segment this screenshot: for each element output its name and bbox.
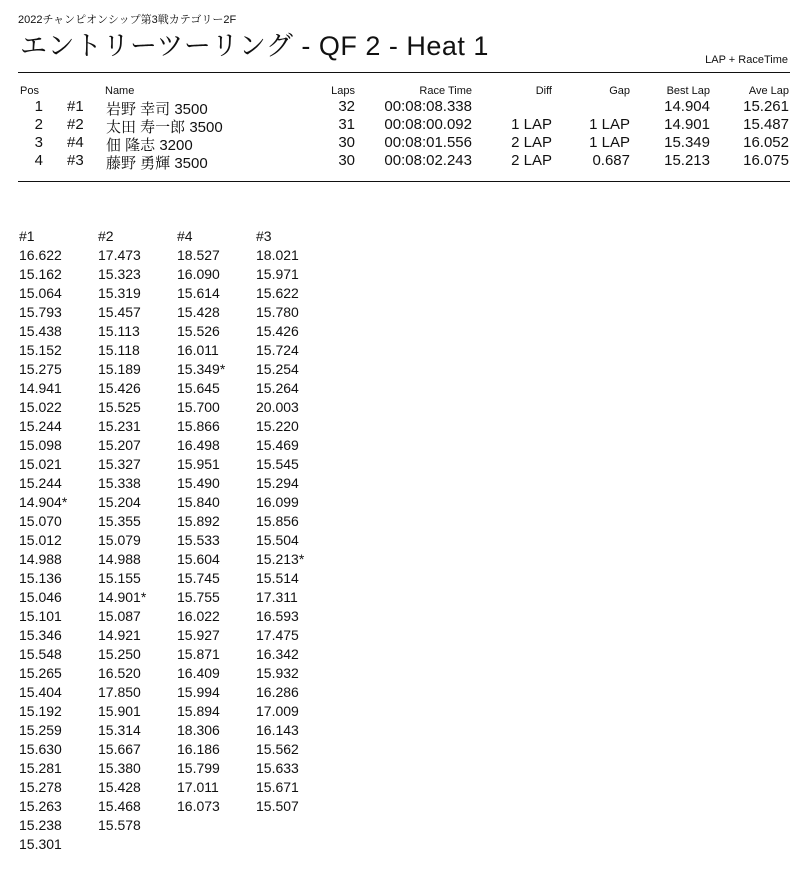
lap-time: 16.286: [256, 684, 299, 700]
lap-time: 15.314: [98, 722, 141, 738]
lap-time: 15.951: [177, 456, 220, 472]
lap-time: 15.064: [19, 285, 62, 301]
lap-time: 16.143: [256, 722, 299, 738]
col-header-best-lap: Best Lap: [666, 85, 710, 97]
lap-column: [177, 246, 225, 816]
lap-time: 15.892: [177, 513, 220, 529]
lap-time: 15.244: [19, 418, 62, 434]
lap-time: 15.526: [177, 323, 220, 339]
col-header-ave-lap: Ave Lap: [748, 85, 789, 97]
lap-time: 15.404: [19, 684, 62, 700]
result-ave-lap: 15.261: [743, 98, 789, 115]
results-bottom-rule: [18, 181, 790, 182]
lap-time: 15.971: [256, 266, 299, 282]
lap-time: 15.545: [256, 456, 299, 472]
result-best-lap: 14.904: [664, 98, 710, 115]
result-gap: 1 LAP: [589, 134, 630, 151]
lap-time: 15.281: [19, 760, 62, 776]
lap-time: 15.220: [256, 418, 299, 434]
lap-time: 15.189: [98, 361, 141, 377]
event-name: 2022チャンピオンシップ第3戦カテゴリー2F: [18, 14, 237, 26]
result-gap: 1 LAP: [589, 116, 630, 133]
lap-time: 18.527: [177, 247, 220, 263]
result-laps: 30: [338, 134, 355, 151]
lap-time: 15.301: [19, 836, 62, 852]
lap-column-header: #4: [177, 228, 193, 244]
lap-time: 15.098: [19, 437, 62, 453]
lap-time: 15.514: [256, 570, 299, 586]
lap-time: 15.204: [98, 494, 141, 510]
lap-column-header: #2: [98, 228, 114, 244]
result-number: #3: [67, 152, 84, 169]
lap-time: 15.259: [19, 722, 62, 738]
lap-time: 15.380: [98, 760, 141, 776]
col-header-laps: Laps: [331, 85, 355, 97]
lap-time: 17.011: [177, 779, 219, 795]
lap-time: 15.614: [177, 285, 220, 301]
lap-time: 15.533: [177, 532, 220, 548]
lap-time: 15.901: [98, 703, 141, 719]
lap-time: 15.745: [177, 570, 220, 586]
lap-time: 15.426: [256, 323, 299, 339]
lap-time: 15.667: [98, 741, 141, 757]
result-race-time: 00:08:02.243: [384, 152, 472, 169]
lap-time: 15.645: [177, 380, 220, 396]
result-laps: 31: [338, 116, 355, 133]
lap-time: 15.294: [256, 475, 299, 491]
lap-time: 15.700: [177, 399, 220, 415]
lap-time: 15.079: [98, 532, 141, 548]
result-number: #2: [67, 116, 84, 133]
lap-time: 15.856: [256, 513, 299, 529]
result-diff: 2 LAP: [511, 152, 552, 169]
lap-time: 15.162: [19, 266, 62, 282]
lap-time: 15.263: [19, 798, 62, 814]
lap-time: 15.264: [256, 380, 299, 396]
lap-time: 16.011: [177, 342, 219, 358]
lap-time: 16.186: [177, 741, 220, 757]
lap-time: 15.866: [177, 418, 220, 434]
lap-time: 15.894: [177, 703, 220, 719]
lap-time: 15.622: [256, 285, 299, 301]
lap-time: 16.073: [177, 798, 220, 814]
lap-time: 15.457: [98, 304, 141, 320]
lap-time: 15.578: [98, 817, 141, 833]
lap-time: 15.355: [98, 513, 141, 529]
result-diff: 1 LAP: [511, 116, 552, 133]
lap-time: 15.548: [19, 646, 62, 662]
lap-time: 16.342: [256, 646, 299, 662]
result-diff: 2 LAP: [511, 134, 552, 151]
col-header-gap: Gap: [609, 85, 630, 97]
result-name: 藤野 勇輝 3500: [106, 155, 208, 172]
col-header-name: Name: [105, 85, 135, 97]
lap-time: 15.087: [98, 608, 141, 624]
col-header-race-time: Race Time: [419, 85, 472, 97]
lap-time: 15.319: [98, 285, 141, 301]
lap-time: 15.604: [177, 551, 220, 567]
lap-time: 15.231: [98, 418, 141, 434]
lap-time: 15.113: [98, 323, 140, 339]
lap-time: 16.409: [177, 665, 220, 681]
lap-time: 15.428: [98, 779, 141, 795]
lap-time: 15.438: [19, 323, 62, 339]
result-number: #1: [67, 98, 84, 115]
result-ave-lap: 15.487: [743, 116, 789, 133]
lap-time: 15.504: [256, 532, 299, 548]
lap-time: 17.850: [98, 684, 141, 700]
lap-time: 15.136: [19, 570, 62, 586]
result-pos: 3: [34, 134, 43, 151]
lap-time: 15.724: [256, 342, 299, 358]
result-number: #4: [67, 134, 84, 151]
lap-time: 15.238: [19, 817, 62, 833]
lap-time: 15.070: [19, 513, 62, 529]
lap-time: 15.927: [177, 627, 220, 643]
lap-time: 15.152: [19, 342, 62, 358]
lap-time: 15.871: [177, 646, 220, 662]
lap-time: 16.593: [256, 608, 299, 624]
lap-time: 15.932: [256, 665, 299, 681]
lap-time: 14.901*: [98, 589, 147, 605]
lap-time: 15.327: [98, 456, 141, 472]
lap-time: 15.349*: [177, 361, 226, 377]
page-title: エントリーツーリング - QF 2 - Heat 1: [20, 31, 489, 61]
lap-time: 20.003: [256, 399, 299, 415]
lap-time: 15.275: [19, 361, 62, 377]
lap-time: 16.090: [177, 266, 220, 282]
lap-column-header: #3: [256, 228, 272, 244]
subtitle-right: LAP + RaceTime: [705, 54, 788, 66]
header-rule: [18, 72, 790, 73]
lap-column: [256, 246, 304, 816]
result-best-lap: 15.213: [664, 152, 710, 169]
lap-time: 15.780: [256, 304, 299, 320]
lap-time: 15.250: [98, 646, 141, 662]
lap-time: 14.921: [98, 627, 141, 643]
lap-time: 15.994: [177, 684, 220, 700]
lap-time: 15.244: [19, 475, 62, 491]
lap-time: 15.525: [98, 399, 141, 415]
result-race-time: 00:08:00.092: [384, 116, 472, 133]
lap-time: 17.311: [256, 589, 298, 605]
lap-time: 14.941: [19, 380, 62, 396]
result-name: 佃 隆志 3200: [106, 137, 193, 154]
lap-time: 15.323: [98, 266, 141, 282]
lap-time: 17.473: [98, 247, 141, 263]
lap-time: 15.562: [256, 741, 299, 757]
lap-time: 15.799: [177, 760, 220, 776]
lap-time: 15.022: [19, 399, 62, 415]
lap-time: 15.507: [256, 798, 299, 814]
lap-time: 15.021: [19, 456, 62, 472]
lap-time: 15.468: [98, 798, 141, 814]
result-gap: 0.687: [592, 152, 630, 169]
result-ave-lap: 16.075: [743, 152, 789, 169]
result-best-lap: 14.901: [664, 116, 710, 133]
lap-column-header: #1: [19, 228, 35, 244]
result-name: 太田 寿一郎 3500: [106, 119, 223, 136]
lap-time: 15.633: [256, 760, 299, 776]
lap-time: 16.622: [19, 247, 62, 263]
lap-time: 18.021: [256, 247, 299, 263]
lap-time: 15.840: [177, 494, 220, 510]
result-laps: 30: [338, 152, 355, 169]
lap-time: 15.346: [19, 627, 62, 643]
col-header-pos: Pos: [20, 85, 39, 97]
lap-time: 14.988: [98, 551, 141, 567]
lap-time: 15.265: [19, 665, 62, 681]
lap-time: 17.475: [256, 627, 299, 643]
lap-column: [19, 246, 67, 854]
lap-time: 15.213*: [256, 551, 305, 567]
lap-time: 14.904*: [19, 494, 68, 510]
result-name: 岩野 幸司 3500: [106, 101, 208, 118]
col-header-diff: Diff: [535, 85, 552, 97]
lap-time: 15.490: [177, 475, 220, 491]
lap-time: 15.207: [98, 437, 141, 453]
lap-time: 15.012: [19, 532, 62, 548]
lap-time: 17.009: [256, 703, 299, 719]
lap-time: 15.118: [98, 342, 140, 358]
lap-time: 15.793: [19, 304, 62, 320]
lap-time: 15.671: [256, 779, 299, 795]
lap-time: 15.755: [177, 589, 220, 605]
lap-time: 15.428: [177, 304, 220, 320]
lap-time: 16.520: [98, 665, 141, 681]
lap-time: 15.630: [19, 741, 62, 757]
lap-time: 15.155: [98, 570, 141, 586]
lap-time: 16.022: [177, 608, 220, 624]
lap-time: 16.498: [177, 437, 220, 453]
lap-time: 15.338: [98, 475, 141, 491]
lap-time: 15.192: [19, 703, 62, 719]
lap-time: 15.101: [19, 608, 62, 624]
lap-time: 15.469: [256, 437, 299, 453]
lap-time: 15.254: [256, 361, 299, 377]
lap-time: 16.099: [256, 494, 299, 510]
lap-time: 15.278: [19, 779, 62, 795]
lap-time: 15.046: [19, 589, 62, 605]
result-pos: 2: [34, 116, 43, 133]
result-race-time: 00:08:01.556: [384, 134, 472, 151]
lap-time: 15.426: [98, 380, 141, 396]
result-race-time: 00:08:08.338: [384, 98, 472, 115]
result-pos: 4: [34, 152, 43, 169]
lap-time: 14.988: [19, 551, 62, 567]
result-best-lap: 15.349: [664, 134, 710, 151]
lap-column: [98, 246, 146, 835]
result-pos: 1: [34, 98, 43, 115]
lap-time: 18.306: [177, 722, 220, 738]
result-ave-lap: 16.052: [743, 134, 789, 151]
result-laps: 32: [338, 98, 355, 115]
